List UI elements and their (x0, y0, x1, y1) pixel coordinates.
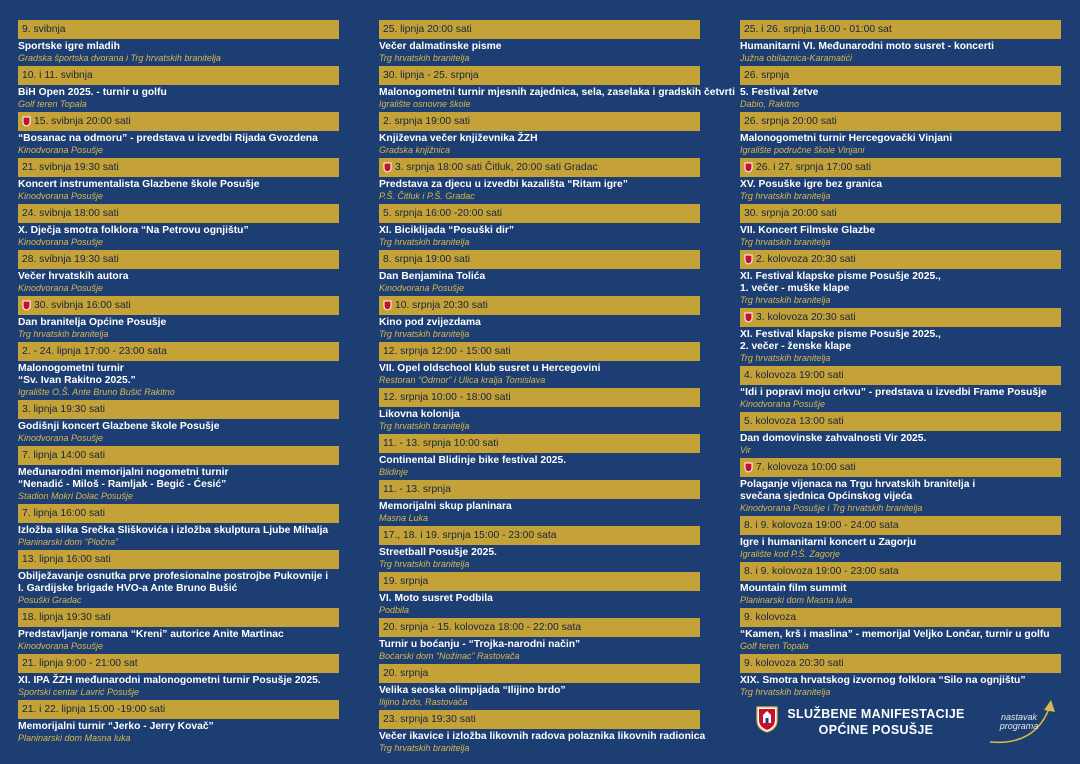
event-item (740, 158, 1061, 201)
event-item (740, 20, 1061, 63)
event-date-bar (740, 608, 1061, 627)
event-date-bar (18, 204, 339, 223)
event-venue: Gradska knjižnica (379, 145, 451, 155)
event-title: XI. IPA ŽZH međunarodni malonogometni turnir Posušje 2025. (18, 675, 321, 686)
event-title: XI. Festival klapske pisme Posušje 2025., (740, 329, 941, 340)
event-item (379, 480, 700, 523)
event-date: 11. - 13. srpnja 10:00 sati (383, 438, 499, 449)
event-title: Likovna kolonija (379, 409, 460, 420)
event-date: 12. srpnja 12:00 - 15:00 sati (383, 346, 511, 357)
event-item (740, 250, 1061, 305)
event-venue: Restoran “Odmor” i Ulica kralja Tomislava (379, 375, 546, 385)
event-date: 2. - 24. lipnja 17:00 - 23:00 sata (22, 346, 167, 357)
event-item (740, 112, 1061, 155)
event-venue: Trg hrvatskih branitelja (379, 329, 470, 339)
official-crest-icon (383, 162, 392, 173)
event-item (379, 112, 700, 155)
event-title: Velika seoska olimpijada “Ilijino brdo” (379, 685, 566, 696)
event-title: Humanitarni VI. Međunarodni moto susret - koncerti (740, 41, 995, 52)
event-date-bar (379, 664, 700, 683)
official-crest-icon (744, 254, 753, 265)
event-title-line2: “Nenadić - Miloš - Ramljak - Begić - Ćesić” (18, 479, 227, 490)
program-column-2 (379, 20, 735, 756)
event-date-bar (379, 526, 700, 545)
event-item (740, 66, 1061, 109)
event-date: 19. srpnja (383, 576, 429, 587)
footer (752, 704, 1072, 750)
event-date-bar (740, 458, 1061, 477)
event-date: 26. i 27. srpnja 17:00 sati (756, 162, 872, 173)
official-crest-icon (744, 312, 753, 323)
event-venue: Igralište osnovne škole (379, 99, 471, 109)
event-item (18, 158, 339, 201)
event-date: 9. kolovoza 20:30 sati (744, 658, 844, 669)
event-title-line2: “Sv. Ivan Rakitno 2025.” (18, 375, 136, 386)
event-venue: Blidinje (379, 467, 409, 477)
event-date: 12. srpnja 10:00 - 18:00 sati (383, 392, 511, 403)
event-date-bar (379, 250, 700, 269)
event-date-bar (740, 412, 1061, 431)
event-venue: Gradska športska dvorana i Trg hrvatskih branitelja (18, 53, 221, 63)
event-date: 13. lipnja 16:00 sati (22, 554, 111, 565)
event-title: Igre i humanitarni koncert u Zagorju (740, 537, 917, 548)
event-venue: Kinodvorana Posušje (18, 641, 104, 651)
event-date: 8. i 9. kolovoza 19:00 - 23:00 sata (744, 566, 899, 577)
event-date: 25. i 26. srpnja 16:00 - 01:00 sat (744, 24, 892, 35)
event-title: Međunarodni memorijalni nogometni turnir (18, 467, 229, 478)
footer-title-line1: SLUŽBENE MANIFESTACIJE (787, 707, 965, 721)
event-date: 15. svibnja 20:00 sati (34, 116, 131, 127)
event-title: Dan Benjamina Tolića (379, 271, 486, 282)
event-date: 5. srpnja 16:00 -20:00 sati (383, 208, 503, 219)
event-title: Continental Blidinje bike festival 2025. (379, 455, 567, 466)
event-date: 11. - 13. srpnja (383, 484, 451, 495)
event-title: “Idi i popravi moju crkvu” - predstava u izvedbi Frame Posušje (740, 387, 1047, 398)
event-venue: Trg hrvatskih branitelja (379, 421, 470, 431)
event-title: Predstavljanje romana “Kreni” autorice Anite Martinac (18, 629, 284, 640)
event-title: XIX. Smotra hrvatskog izvornog folklora “Silo na ognjištu” (740, 675, 1026, 686)
event-venue: Golf teren Topala (18, 99, 87, 109)
event-date-bar (18, 158, 339, 177)
event-title: Kino pod zvijezdama (379, 317, 481, 328)
event-date: 2. srpnja 19:00 sati (383, 116, 471, 127)
event-date-bar (740, 66, 1061, 85)
event-title: Večer dalmatinske pisme (379, 41, 502, 52)
event-venue: Trg hrvatskih branitelja (740, 295, 831, 305)
event-date: 3. kolovoza 20:30 sati (756, 312, 856, 323)
event-date-bar (740, 204, 1061, 223)
event-title: VII. Koncert Filmske Glazbe (740, 225, 876, 236)
event-date-bar (379, 342, 700, 361)
event-date: 17., 18. i 19. srpnja 15:00 - 23:00 sata (383, 530, 557, 541)
event-item (379, 388, 700, 431)
event-title: Streetball Posušje 2025. (379, 547, 497, 558)
event-date: 30. lipnja - 25. srpnja (383, 70, 479, 81)
event-title: Polaganje vijenaca na Trgu hrvatskih branitelja i (740, 479, 976, 490)
event-date-bar (18, 20, 339, 39)
continue-text-line1: nastavak (1000, 712, 1038, 722)
event-date: 8. i 9. kolovoza 19:00 - 24:00 sata (744, 520, 899, 531)
event-item (18, 204, 339, 247)
event-title: Izložba slika Srečka Sliškovića i izložba skulptura Ljube Mihalja (18, 525, 329, 536)
event-venue: P.Š. Čitluk i P.Š. Gradac (379, 191, 475, 201)
event-date-bar (740, 250, 1061, 269)
event-date-bar (18, 504, 339, 523)
event-venue: Trg hrvatskih branitelja (740, 191, 831, 201)
official-crest-icon (744, 462, 753, 473)
event-title-line2: 2. večer - ženske klape (740, 341, 852, 352)
event-item (18, 250, 339, 293)
event-item (18, 400, 339, 443)
event-date: 18. lipnja 19:30 sati (22, 612, 111, 623)
event-venue: Trg hrvatskih branitelja (379, 743, 470, 753)
event-item (740, 562, 1061, 605)
event-item (379, 710, 706, 753)
event-title: Malonogometni turnir Hercegovački Vinjani (740, 133, 953, 144)
event-item (18, 66, 339, 109)
event-title: Dan branitelja Općine Posušje (18, 317, 167, 328)
event-venue: Kinodvorana Posušje (18, 191, 104, 201)
event-date: 8. srpnja 19:00 sati (383, 254, 471, 265)
event-date: 26. srpnja (744, 70, 790, 81)
event-item (18, 446, 339, 501)
event-date: 7. lipnja 16:00 sati (22, 508, 106, 519)
event-title: Dan domovinske zahvalnosti Vir 2025. (740, 433, 927, 444)
event-item (379, 20, 700, 63)
event-item (740, 412, 1061, 455)
event-title: “Kamen, krš i maslina” - memorijal Veljko Lončar, turnir u golfu (740, 629, 1050, 640)
event-date: 5. kolovoza 13:00 sati (744, 416, 844, 427)
event-venue: Trg hrvatskih branitelja (379, 53, 470, 63)
program-column-1 (18, 20, 339, 746)
event-venue: Dabio, Rakitno (740, 99, 800, 109)
event-date-bar (740, 308, 1061, 327)
event-venue: Boćarski dom “Nožinac” Rastovača (379, 651, 520, 661)
event-title: BiH Open 2025. - turnir u golfu (18, 87, 167, 98)
event-item (379, 342, 700, 385)
event-date-bar (740, 366, 1061, 385)
event-title: Memorijalni turnir “Jerko - Jerry Kovač” (18, 721, 214, 732)
event-item (740, 458, 1061, 513)
footer-title-line2: OPĆINE POSUŠJE (818, 723, 934, 737)
event-title: Književna večer književnika ŽZH (379, 133, 538, 144)
event-venue: Trg hrvatskih branitelja (740, 687, 831, 697)
event-venue: Igralište O.Š. Ante Bruno Bušić Rakitno (18, 387, 175, 397)
event-title: XI. Festival klapske pisme Posušje 2025., (740, 271, 941, 282)
event-venue: Igralište kod P.Š. Zagorje (740, 549, 840, 559)
event-venue: Trg hrvatskih branitelja (379, 559, 470, 569)
event-date-bar (379, 66, 700, 85)
event-title: XI. Biciklijada “Posuški dir” (379, 225, 515, 236)
event-date: 3. lipnja 19:30 sati (22, 404, 106, 415)
event-date: 7. kolovoza 10:00 sati (756, 462, 856, 473)
event-date-bar (379, 480, 700, 499)
official-crest-icon (383, 300, 392, 311)
event-date: 9. svibnja (22, 24, 66, 35)
event-date: 26. srpnja 20:00 sati (744, 116, 837, 127)
event-date-bar (18, 296, 339, 315)
event-item (18, 342, 339, 397)
event-item (18, 654, 339, 697)
event-item (740, 608, 1061, 651)
event-date: 20. srpnja (383, 668, 429, 679)
event-date-bar (18, 250, 339, 269)
event-date-bar (740, 20, 1061, 39)
event-date-bar (379, 618, 700, 637)
event-title-line2: 1. večer - muške klape (740, 283, 850, 294)
event-item (740, 516, 1061, 559)
event-item (18, 20, 339, 63)
event-venue: Planinarski dom Masna luka (740, 595, 853, 605)
event-title: “Bosanac na odmoru” - predstava u izvedbi Rijada Gvozdena (18, 133, 318, 144)
event-venue: Kinodvorana Posušje (18, 145, 104, 155)
event-venue: Sportski centar Lavrić Posušje (18, 687, 140, 697)
event-date-bar (740, 158, 1061, 177)
event-title: VI. Moto susret Podbila (379, 593, 493, 604)
event-title: Turnir u boćanju - “Trojka-narodni način” (379, 639, 581, 650)
event-date: 4. kolovoza 19:00 sati (744, 370, 844, 381)
event-item (18, 550, 339, 605)
event-title: Malonogometni turnir mjesnih zajednica, sela, zaselaka i gradskih četvrti (379, 87, 735, 98)
event-date-bar (740, 654, 1061, 673)
event-item (379, 664, 700, 707)
event-date-bar (18, 608, 339, 627)
event-venue: Kinodvorana Posušje (18, 283, 104, 293)
event-date: 20. srpnja - 15. kolovoza 18:00 - 22:00 sata (383, 622, 582, 633)
event-venue: Igralište područne škole Vinjani (740, 145, 865, 155)
event-date-bar (740, 112, 1061, 131)
event-date-bar (379, 434, 700, 453)
event-date-bar (18, 400, 339, 419)
event-title-line2: svečana sjednica Općinskog vijeća (740, 491, 913, 502)
event-date: 21. i 22. lipnja 15:00 -19:00 sati (22, 704, 166, 715)
event-venue: Ilijino brdo, Rastovača (379, 697, 468, 707)
event-venue: Golf teren Topala (740, 641, 809, 651)
event-date-bar (379, 204, 700, 223)
event-date-bar (379, 112, 700, 131)
official-crest-icon (22, 116, 31, 127)
event-venue: Trg hrvatskih branitelja (740, 237, 831, 247)
event-title: Obilježavanje osnutka prve profesionalne postrojbe Pukovnije i (18, 571, 329, 582)
event-date: 21. lipnja 9:00 - 21:00 sat (22, 658, 138, 669)
event-title: X. Dječja smotra folklora “Na Petrovu ognjištu” (18, 225, 249, 236)
continue-text-line2: programa (999, 721, 1039, 731)
event-title-line2: I. Gardijske brigade HVO-a Ante Bruno Bušić (18, 583, 238, 594)
event-title: Godišnji koncert Glazbene škole Posušje (18, 421, 220, 432)
event-date-bar (379, 710, 700, 729)
event-item (740, 308, 1061, 363)
event-item (379, 66, 735, 109)
event-date-bar (18, 342, 339, 361)
event-date: 28. svibnja 19:30 sati (22, 254, 119, 265)
event-venue: Kinodvorana Posušje (740, 399, 826, 409)
event-title: Memorijalni skup planinara (379, 501, 512, 512)
event-venue: Vir (740, 445, 751, 455)
event-item (379, 572, 700, 615)
event-title: VII. Opel oldschool klub susret u Hercegovini (379, 363, 601, 374)
event-venue: Trg hrvatskih branitelja (740, 353, 831, 363)
event-date-bar (379, 158, 700, 177)
event-venue: Trg hrvatskih branitelja (379, 237, 470, 247)
event-title: XV. Posuške igre bez granica (740, 179, 883, 190)
event-date-bar (379, 20, 700, 39)
event-title: 5. Festival žetve (740, 87, 819, 98)
event-date-bar (379, 388, 700, 407)
event-venue: Kinodvorana Posušje (379, 283, 465, 293)
event-date-bar (18, 550, 339, 569)
event-date: 9. kolovoza (744, 612, 797, 623)
event-item (379, 158, 700, 201)
event-date: 7. lipnja 14:00 sati (22, 450, 106, 461)
event-date: 23. srpnja 19:30 sati (383, 714, 476, 725)
event-date-bar (18, 700, 339, 719)
event-venue: Kinodvorana Posušje (18, 433, 104, 443)
event-venue: Stadion Mokri Dolac Posušje (18, 491, 134, 501)
event-venue: Planinarski dom “Pločna” (18, 537, 119, 547)
event-venue: Planinarski dom Masna luka (18, 733, 131, 743)
official-crest-icon (22, 300, 31, 311)
event-item (740, 366, 1061, 409)
event-date-bar (740, 562, 1061, 581)
event-item (379, 296, 700, 339)
event-date: 21. svibnja 19:30 sati (22, 162, 119, 173)
event-item (18, 296, 339, 339)
event-date-bar (18, 112, 339, 131)
event-date: 30. svibnja 16:00 sati (34, 300, 131, 311)
event-title: Mountain film summit (740, 583, 847, 594)
event-title: Koncert instrumentalista Glazbene škole Posušje (18, 179, 260, 190)
event-venue: Masna Luka (379, 513, 429, 523)
event-date: 24. svibnja 18:00 sati (22, 208, 119, 219)
event-title: Večer hrvatskih autora (18, 271, 129, 282)
event-item (18, 504, 339, 547)
event-item (740, 204, 1061, 247)
event-date: 30. srpnja 20:00 sati (744, 208, 837, 219)
event-item (379, 526, 700, 569)
event-venue: Kinodvorana Posušje i Trg hrvatskih branitelja (740, 503, 923, 513)
event-venue: Podbila (379, 605, 410, 615)
event-date-bar (18, 66, 339, 85)
event-date-bar (379, 296, 700, 315)
event-item (379, 204, 700, 247)
event-date-bar (18, 654, 339, 673)
event-date-bar (379, 572, 700, 591)
event-item (379, 250, 700, 293)
event-item (18, 112, 339, 155)
event-title: Večer ikavice i izložba likovnih radova polaznika likovnih radionica (379, 731, 706, 742)
event-title: Sportske igre mladih (18, 41, 120, 52)
event-item (379, 618, 700, 661)
event-title: Malonogometni turnir (18, 363, 124, 374)
event-item (18, 700, 339, 743)
program-column-3 (740, 20, 1061, 700)
event-venue: Južna obilaznica-Karamatići (740, 53, 853, 63)
event-venue: Kinodvorana Posušje (18, 237, 104, 247)
event-date: 25. lipnja 20:00 sati (383, 24, 472, 35)
event-date: 2. kolovoza 20:30 sati (756, 254, 856, 265)
official-crest-icon (744, 162, 753, 173)
event-date: 10. srpnja 20:30 sati (395, 300, 488, 311)
event-title: Predstava za djecu u izvedbi kazališta “Ritam igre” (379, 179, 628, 190)
continue-program-link[interactable] (984, 686, 1074, 750)
event-item (379, 434, 700, 477)
event-date: 3. srpnja 18:00 sati Čitluk, 20:00 sati Gradac (395, 162, 598, 173)
event-venue: Posuški Gradac (18, 595, 82, 605)
event-date: 10. i 11. svibnja (22, 70, 93, 81)
event-date-bar (740, 516, 1061, 535)
event-venue: Trg hrvatskih branitelja (18, 329, 109, 339)
event-date-bar (18, 446, 339, 465)
event-item (18, 608, 339, 651)
